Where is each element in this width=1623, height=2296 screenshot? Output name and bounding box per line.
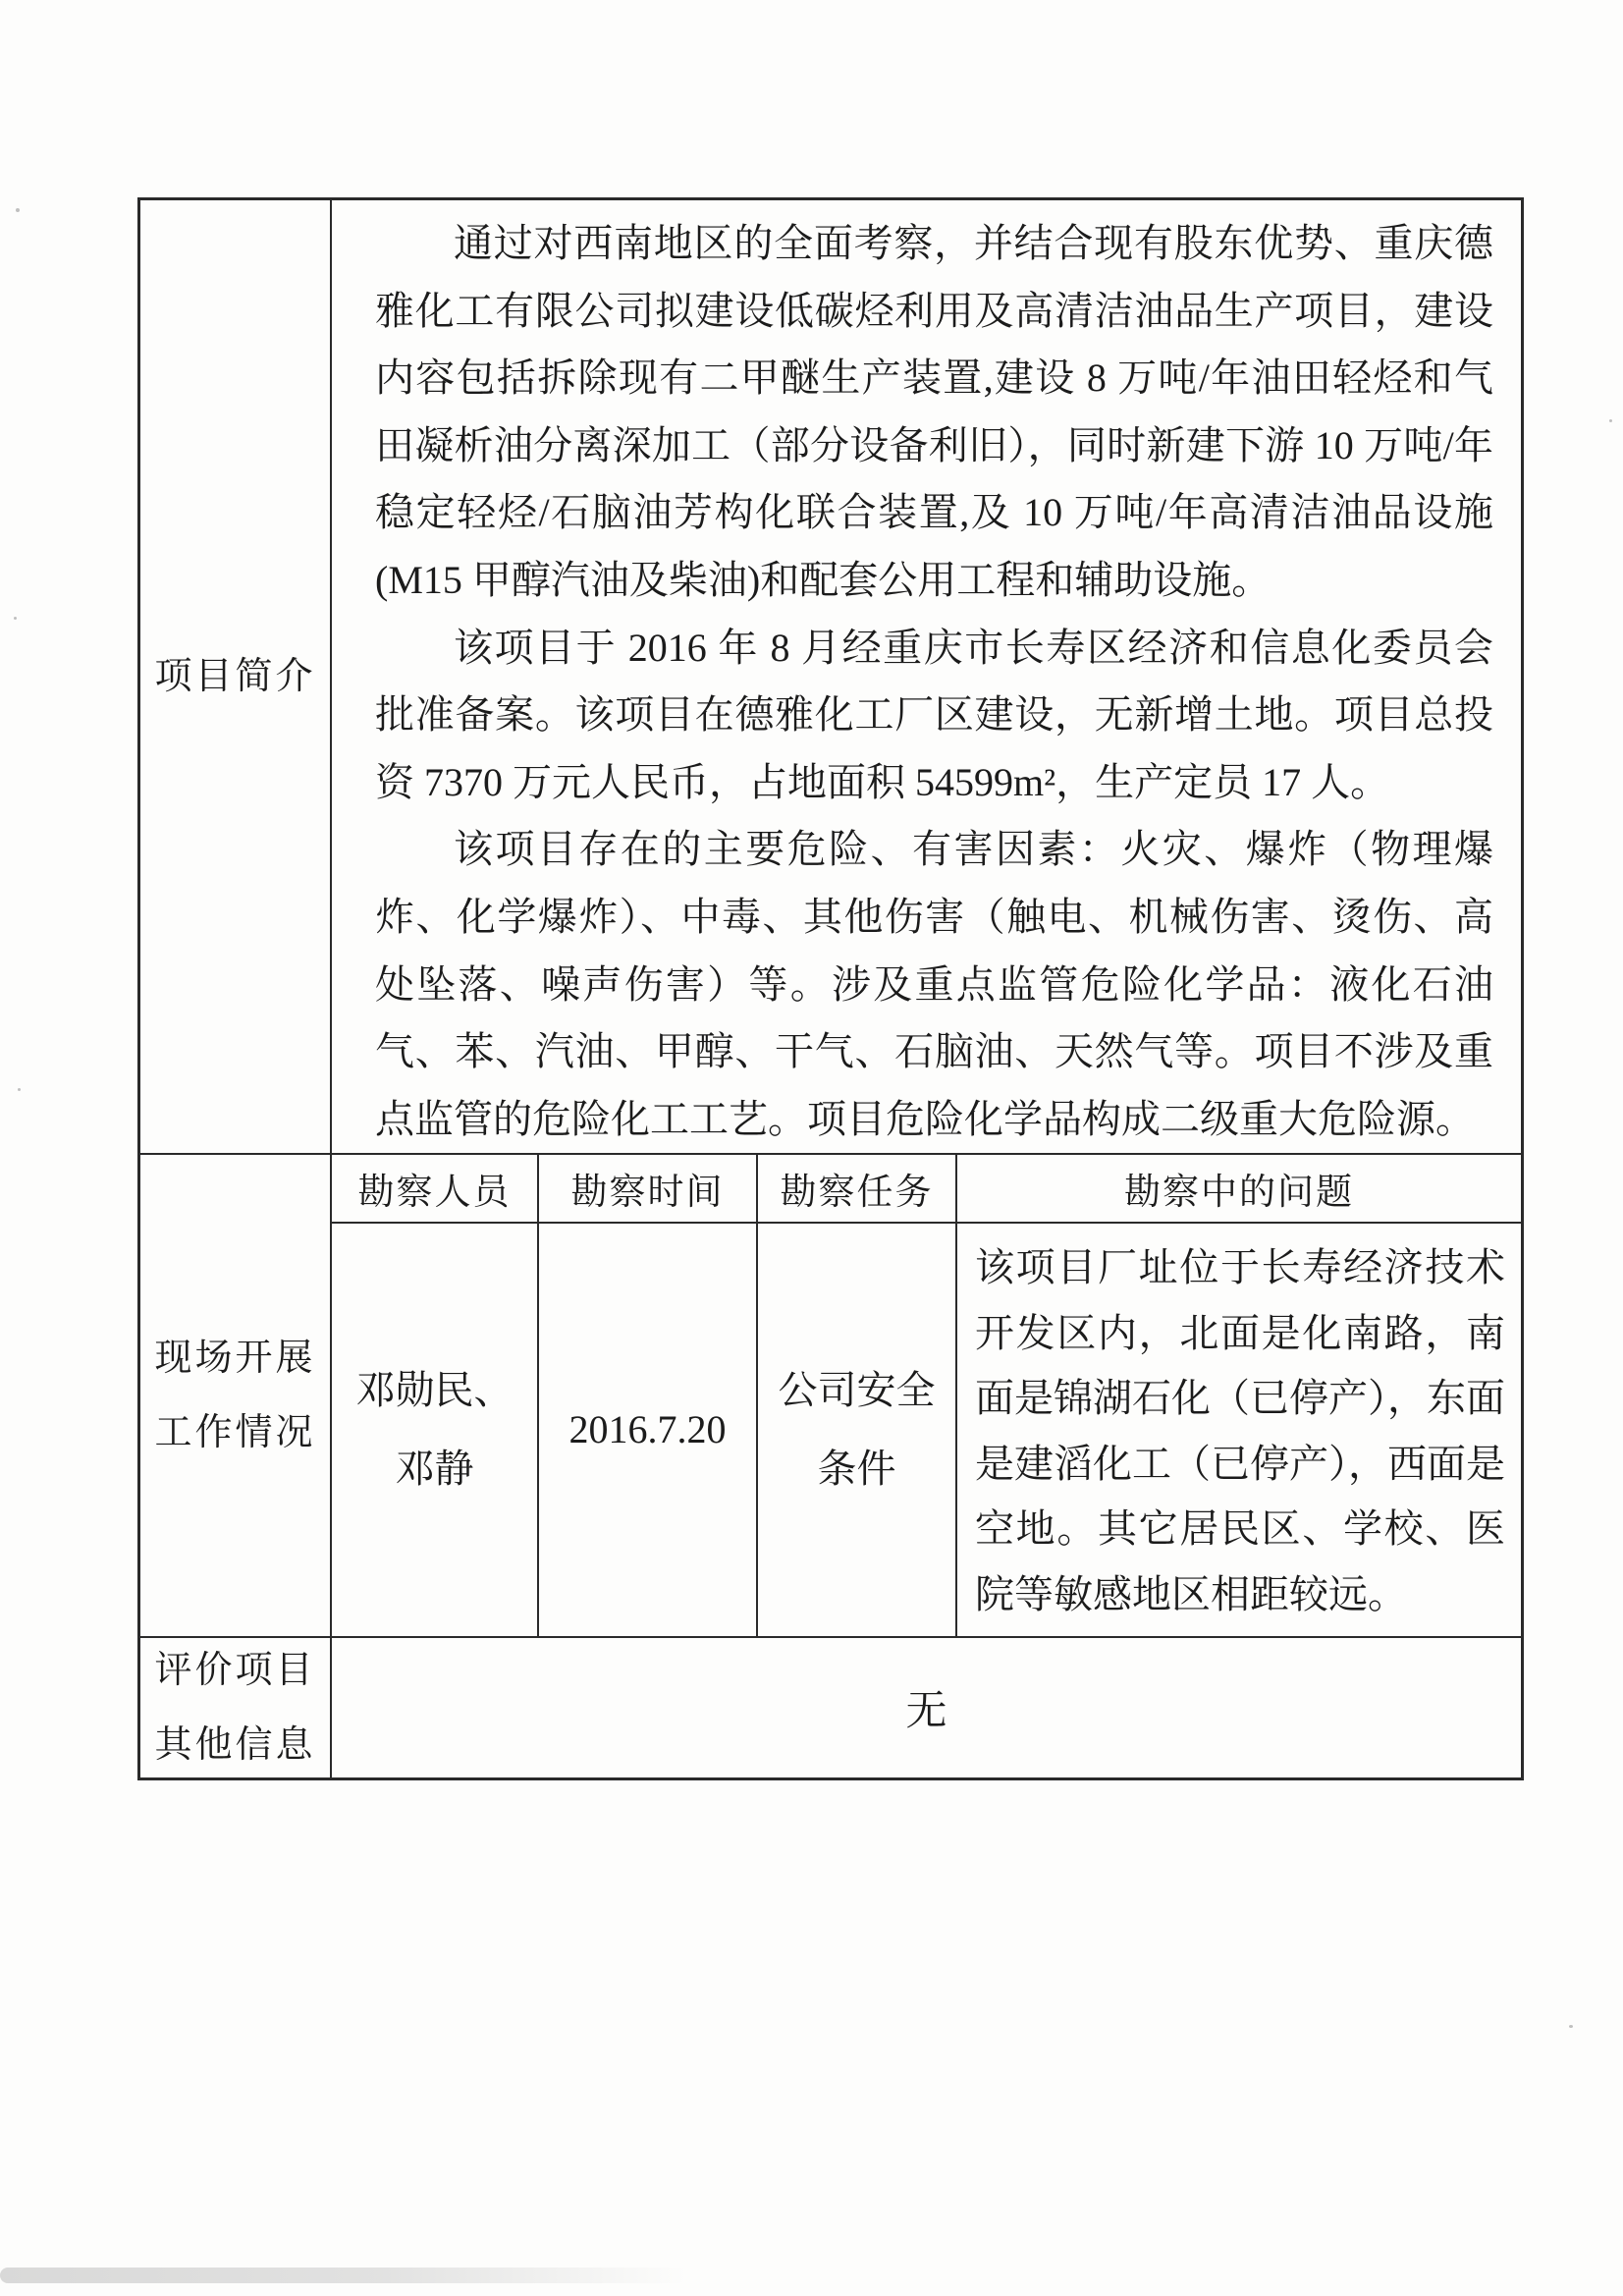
other-info-value: 无	[905, 1689, 947, 1734]
column-header-personnel: 勘察人员	[332, 1155, 539, 1222]
survey-personnel-line1: 邓勋民、	[355, 1368, 514, 1412]
survey-date: 2016.7.20	[568, 1407, 727, 1451]
survey-data-row	[332, 1224, 1521, 1636]
project-intro-label: 项目简介	[154, 656, 316, 697]
project-info-table	[137, 197, 1524, 1780]
project-intro-content	[332, 200, 1521, 1153]
scan-speck	[1609, 419, 1612, 422]
column-header-task: 勘察任务	[758, 1155, 957, 1222]
scan-speck	[1569, 2025, 1573, 2028]
row-header-site-work	[140, 1155, 332, 1636]
scan-speck	[14, 617, 17, 620]
other-info-label-line1: 评价项目	[154, 1650, 316, 1691]
intro-paragraph-construction: 通过对西南地区的全面考察，并结合现有股东优势、重庆德雅化工有限公司拟建设低碳烃利用及高清洁油品生产项目，建设内容包括拆除现有二甲醚生产装置,建设 8 万吨/年油田轻烃和气田凝析油分离深加工（部分设备利旧），同时新建下游 10 万吨/年稳定轻烃/石脑油芳构化联合装置,及 10 万吨/年高清洁油品设施(M15 甲醇汽油及柴油)和配套公用工程和辅助设施。	[375, 221, 1493, 602]
scan-speck	[18, 1088, 21, 1091]
survey-task-line1: 公司安全	[778, 1368, 936, 1412]
table-row-site-work	[140, 1155, 1521, 1638]
scan-smudge	[0, 2268, 687, 2283]
table-row-project-intro	[140, 200, 1521, 1155]
survey-header-row	[332, 1155, 1521, 1224]
survey-subtable	[332, 1155, 1521, 1636]
column-header-issues: 勘察中的问题	[1124, 1173, 1354, 1213]
intro-paragraph-hazards: 该项目存在的主要危险、有害因素：火灾、爆炸（物理爆炸、化学爆炸）、中毒、其他伤害（触电、机械伤害、烫伤、高处坠落、噪声伤害）等。涉及重点监管危险化学品：液化石油气、苯、汽油、甲醇、干气、石脑油、天然气等。项目不涉及重点监管的危险化工工艺。项目危险化学品构成二级重大危险源。	[375, 827, 1493, 1141]
table-row-other-info	[140, 1638, 1521, 1777]
column-header-date: 勘察时间	[539, 1155, 758, 1222]
survey-task-cell	[758, 1224, 957, 1636]
survey-task-line2: 条件	[817, 1447, 896, 1491]
survey-date-cell	[539, 1224, 758, 1636]
other-info-content	[332, 1638, 1521, 1777]
survey-personnel-cell	[332, 1224, 539, 1636]
intro-paragraph-approval: 该项目于 2016 年 8 月经重庆市长寿区经济和信息化委员会批准备案。该项目在德雅化工厂区建设，无新增土地。项目总投资 7370 万元人民币，占地面积 54599m²，生产定员 17 人。	[375, 625, 1493, 804]
scan-speck	[16, 208, 20, 212]
site-work-label-line1: 现场开展	[154, 1338, 316, 1379]
row-header-project-intro	[140, 200, 332, 1153]
site-work-label-line2: 工作情况	[154, 1412, 316, 1453]
other-info-label-line2: 其他信息	[154, 1724, 316, 1766]
row-header-other-info	[140, 1638, 332, 1777]
survey-personnel-line2: 邓静	[395, 1447, 474, 1491]
survey-issues-cell: 该项目厂址位于长寿经济技术开发区内，北面是化南路，南面是锦湖石化（已停产），东面是建滔化工（已停产），西面是空地。其它居民区、学校、医院等敏感地区相距较远。	[975, 1245, 1505, 1616]
